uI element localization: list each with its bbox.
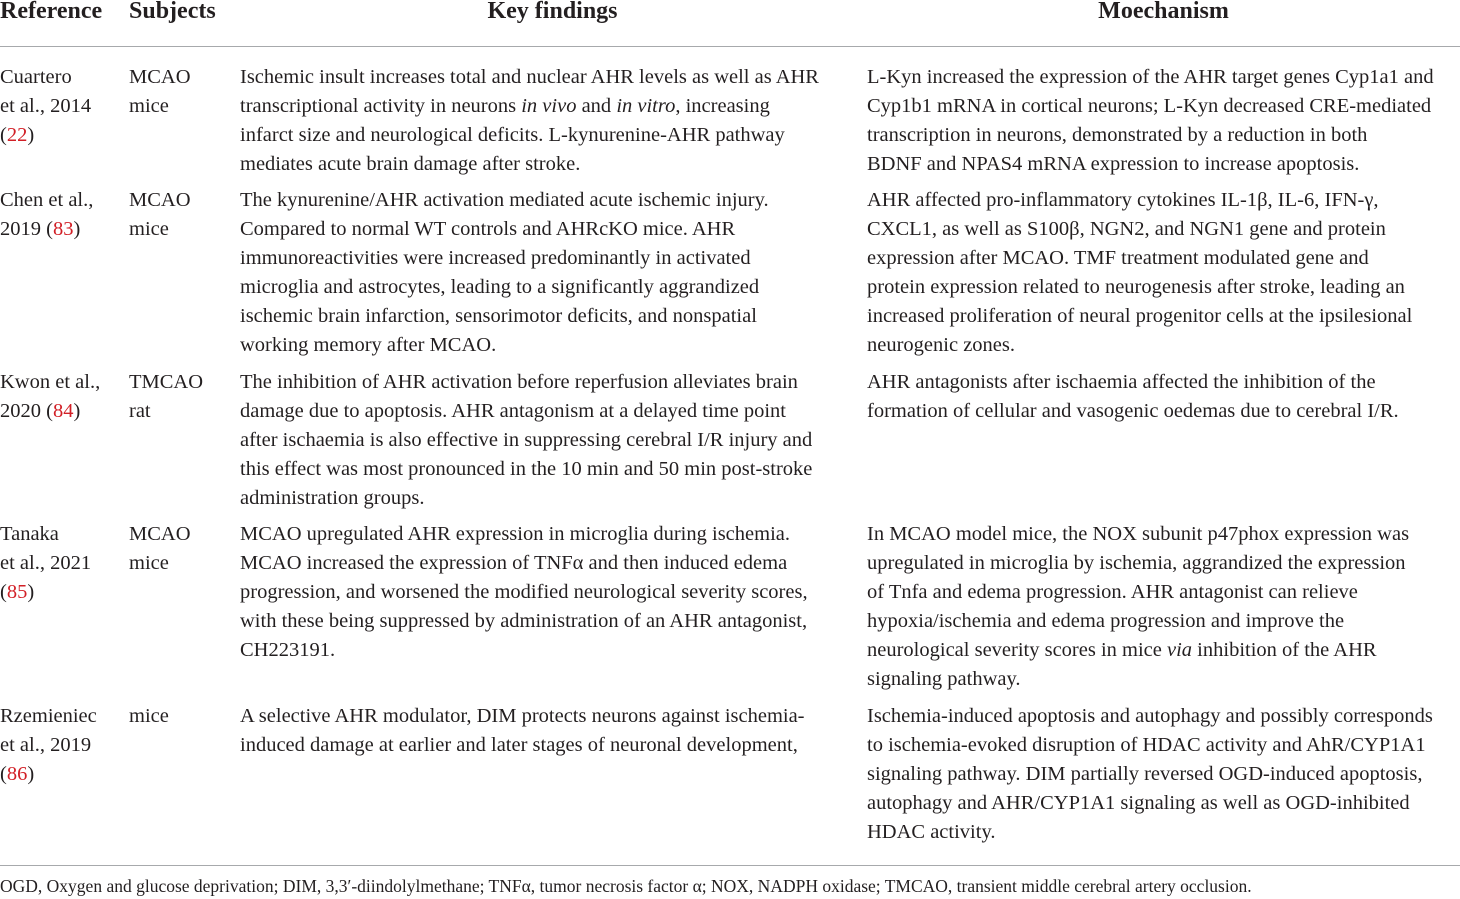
paren: ) (27, 124, 35, 146)
mechanism-line: formation of cellular and vasogenic oedemas due to cerebral I/R. (867, 400, 1399, 422)
subjects-cell (129, 63, 234, 121)
reference-line: Rzemieniec (0, 705, 97, 727)
findings-line: ischemic brain infarction, sensorimotor deficits, and nonspatial (240, 305, 757, 327)
findings-line: with these being suppressed by administration of an AHR antagonist, (240, 610, 808, 632)
reference-line: et al., 2019 (0, 734, 92, 756)
mechanism-line: signaling pathway. DIM partially reversed OGD-induced apoptosis, (867, 763, 1423, 785)
reference-line: Cuartero (0, 66, 72, 88)
paren: ) (27, 581, 35, 603)
subjects-line: rat (129, 400, 151, 422)
paren: ) (27, 763, 35, 785)
mechanism-line (867, 636, 1460, 665)
mechanism-line: AHR antagonists after ischaemia affected the inhibition of the (867, 371, 1376, 393)
italic-term: in vitro (616, 95, 676, 117)
findings-line: MCAO upregulated AHR expression in microglia during ischemia. (240, 523, 790, 545)
mechanism-line: of Tnfa and edema progression. AHR antagonist can relieve (867, 581, 1358, 603)
subjects-cell (129, 702, 234, 731)
mechanism-line: expression after MCAO. TMF treatment modulated gene and (867, 247, 1369, 269)
text-run: , increasing (675, 95, 770, 117)
table-header (0, 0, 1460, 47)
reference-line: Tanaka (0, 523, 59, 545)
findings-cell (240, 702, 860, 760)
findings-line: A selective AHR modulator, DIM protects neurons against ischemia- (240, 705, 805, 727)
mechanism-line: transcription in neurons, demonstrated by a reduction in both (867, 124, 1368, 146)
subjects-cell (129, 186, 234, 244)
subjects-line: mice (129, 95, 169, 117)
subjects-line: mice (129, 218, 169, 240)
citation-link[interactable]: 86 (6, 763, 28, 785)
mechanism-line: L-Kyn increased the expression of the AHR target genes Cyp1a1 and (867, 66, 1434, 88)
text-run: neurological severity scores in mice (867, 639, 1162, 661)
mechanism-line: increased proliferation of neural progenitor cells at the ipsilesional (867, 305, 1413, 327)
findings-line: immunoreactivities were increased predominantly in activated (240, 247, 751, 269)
italic-term: in vivo (521, 95, 577, 117)
mechanism-cell (867, 368, 1460, 426)
mechanism-line: Cyp1b1 mRNA in cortical neurons; L-Kyn decreased CRE-mediated (867, 95, 1432, 117)
mechanism-line: neurogenic zones. (867, 334, 1015, 356)
mechanism-line: AHR affected pro-inflammatory cytokines IL-1β, IL-6, IFN-γ, (867, 189, 1379, 211)
findings-line: after ischaemia is also effective in suppressing cerebral I/R injury and (240, 429, 813, 451)
mechanism-line: BDNF and NPAS4 mRNA expression to increase apoptosis. (867, 153, 1360, 175)
findings-line: infarct size and neurological deficits. L-kynurenine-AHR pathway (240, 124, 785, 146)
findings-cell (240, 63, 860, 179)
table-bottom-rule (0, 865, 1460, 866)
mechanism-line: hypoxia/ischemia and edema progression and improve the (867, 610, 1345, 632)
reference-cell (0, 186, 122, 244)
findings-line: working memory after MCAO. (240, 334, 497, 356)
reference-cell (0, 63, 122, 150)
reference-cell (0, 520, 122, 607)
findings-line: mediates acute brain damage after stroke. (240, 153, 581, 175)
findings-line: The kynurenine/AHR activation mediated acute ischemic injury. (240, 189, 769, 211)
findings-cell (240, 368, 860, 513)
citation-link[interactable]: 22 (6, 124, 28, 146)
findings-line (240, 92, 860, 121)
mechanism-cell (867, 702, 1460, 847)
findings-line: progression, and worsened the modified neurological severity scores, (240, 581, 808, 603)
findings-line: Compared to normal WT controls and AHRcKO mice. AHR (240, 218, 736, 240)
mechanism-line: CXCL1, as well as S100β, NGN2, and NGN1 gene and protein (867, 218, 1386, 240)
reference-line (0, 760, 122, 789)
reference-line (0, 578, 122, 607)
reference-line: Kwon et al., (0, 371, 101, 393)
paren: ) (73, 400, 81, 422)
subjects-line: mice (129, 552, 169, 574)
header-key-findings: Key findings (487, 0, 618, 24)
paren: ( (0, 581, 7, 603)
reference-cell (0, 368, 122, 426)
mechanism-line: to ischemia-evoked disruption of HDAC activity and AhR/CYP1A1 (867, 734, 1426, 756)
citation-link[interactable]: 85 (6, 581, 28, 603)
paren: ( (0, 124, 7, 146)
findings-cell (240, 186, 860, 360)
mechanism-line: protein expression related to neurogenesis after stroke, leading an (867, 276, 1405, 298)
findings-line: CH223191. (240, 639, 336, 661)
subjects-cell (129, 520, 234, 578)
mechanism-line: In MCAO model mice, the NOX subunit p47phox expression was (867, 523, 1410, 545)
subjects-line: MCAO (129, 66, 191, 88)
findings-line: The inhibition of AHR activation before reperfusion alleviates brain (240, 371, 798, 393)
text-run: transcriptional activity in neurons (240, 95, 517, 117)
findings-cell (240, 520, 860, 665)
subjects-line: MCAO (129, 523, 191, 545)
findings-line: Ischemic insult increases total and nuclear AHR levels as well as AHR (240, 66, 819, 88)
italic-term: via (1167, 639, 1193, 661)
reference-line (0, 121, 122, 150)
reference-cell (0, 702, 122, 789)
mechanism-line: autophagy and AHR/CYP1A1 signaling as well as OGD-inhibited (867, 792, 1410, 814)
header-reference: Reference (0, 0, 103, 24)
header-subjects: Subjects (129, 0, 216, 24)
header-mechanism: Moechanism (1098, 0, 1229, 24)
mechanism-cell (867, 520, 1460, 694)
table-footnote: OGD, Oxygen and glucose deprivation; DIM, 3,3′-diindolylmethane; TNFα, tumor necrosis factor α; NOX, NADPH oxidase; TMCAO, transient middle cerebral artery occlusion. (0, 876, 1252, 896)
citation-link[interactable]: 83 (52, 218, 74, 240)
mechanism-line: Ischemia-induced apoptosis and autophagy and possibly corresponds (867, 705, 1433, 727)
findings-line: administration groups. (240, 487, 425, 509)
reference-line (0, 397, 122, 426)
citation-link[interactable]: 84 (52, 400, 74, 422)
reference-line: et al., 2014 (0, 95, 92, 117)
paren: ) (73, 218, 81, 240)
findings-line: this effect was most pronounced in the 10 min and 50 min post-stroke (240, 458, 813, 480)
reference-line (0, 215, 122, 244)
text-run: and (581, 95, 612, 117)
mechanism-line: signaling pathway. (867, 668, 1021, 690)
findings-line: damage due to apoptosis. AHR antagonism at a delayed time point (240, 400, 786, 422)
text-run: 2019 ( (0, 218, 53, 240)
subjects-line: MCAO (129, 189, 191, 211)
subjects-cell (129, 368, 234, 426)
paren: ( (0, 763, 7, 785)
mechanism-line: HDAC activity. (867, 821, 996, 843)
findings-line: MCAO increased the expression of TNFα and then induced edema (240, 552, 788, 574)
text-run: inhibition of the AHR (1197, 639, 1377, 661)
text-run: 2020 ( (0, 400, 53, 422)
mechanism-line: upregulated in microglia by ischemia, aggrandized the expression (867, 552, 1406, 574)
subjects-line: TMCAO (129, 371, 204, 393)
findings-line: microglia and astrocytes, leading to a significantly aggrandized (240, 276, 760, 298)
reference-line: et al., 2021 (0, 552, 92, 574)
mechanism-cell (867, 63, 1460, 179)
findings-line: induced damage at earlier and later stages of neuronal development, (240, 734, 798, 756)
subjects-line: mice (129, 705, 169, 727)
mechanism-cell (867, 186, 1460, 360)
reference-line: Chen et al., (0, 189, 94, 211)
